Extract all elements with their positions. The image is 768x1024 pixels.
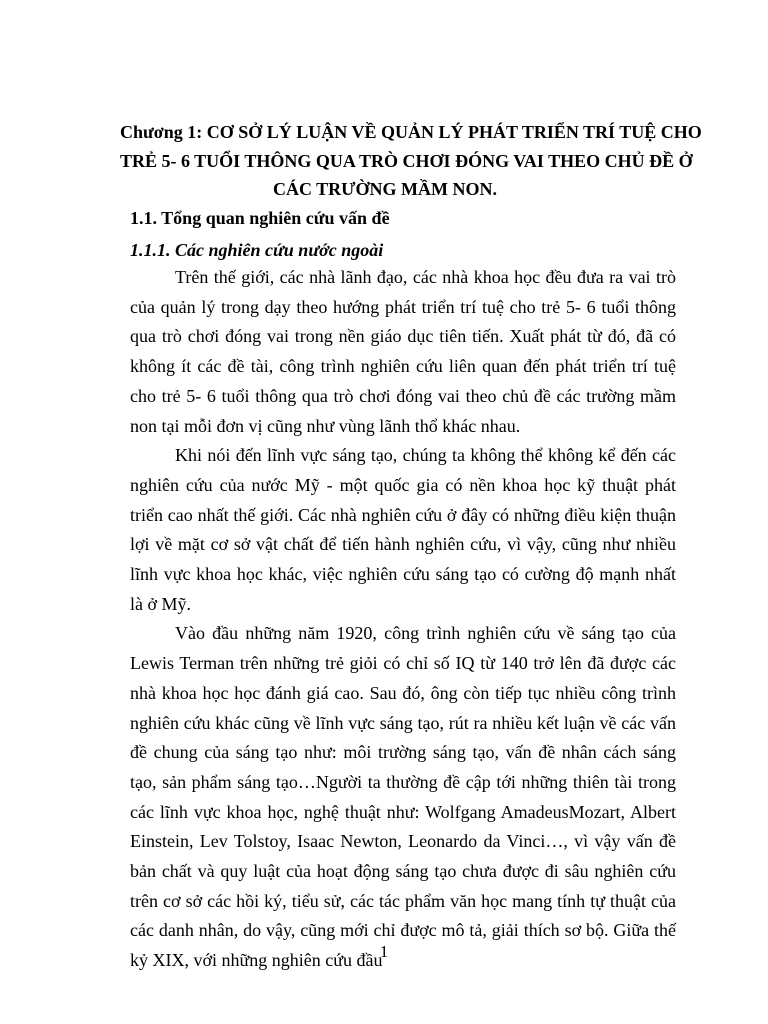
paragraph-3: Vào đầu những năm 1920, công trình nghiên cứu về sáng tạo của Lewis Terman trên những trẻ giỏi có chỉ số IQ từ 140 trở lên đã được các nhà khoa học học đánh giá cao. Sau đó, ông còn tiếp tục nhiều công trình nghiên cứu khác cũng về lĩnh vực sáng tạo, rút ra nhiều kết luận về các vấn đề chung của sáng tạo như: môi trường sáng tạo, vấn đề nhân cách sáng tạo, sản phẩm sáng tạo…Người ta thường đề cập tới những thiên tài trong các lĩnh vực khoa học, nghệ thuật như: Wolfgang AmadeusMozart, Albert Einstein, Lev Tolstoy, Isaac Newton, Leonardo da Vinci…, vì vậy vấn đề bản chất và quy luật của hoạt động sáng tạo chưa được đi sâu nghiên cứu trên cơ sở các hồi ký, tiểu sử, các tác phẩm văn học mang tính tự thuật của các danh nhân, do vậy, cũng mới chỉ được mô tả, giải thích sơ bộ. Giữa thế kỷ XIX, với những nghiên cứu đầu — [130, 623, 676, 971]
chapter-title-line-1: Chương 1: CƠ SỞ LÝ LUẬN VỀ QUẢN LÝ PHÁT TRIỂN TRÍ TUỆ CHO — [120, 122, 702, 142]
page-number: 1 — [379, 942, 389, 961]
subsection-heading: 1.1.1. Các nghiên cứu nước ngoài — [130, 240, 384, 260]
chapter-title-line-3: CÁC TRƯỜNG MẦM NON. — [273, 179, 497, 199]
chapter-title-line-2: TRẺ 5- 6 TUỔI THÔNG QUA TRÒ CHƠI ĐÓNG VAI THEO CHỦ ĐỀ Ở — [120, 150, 693, 171]
paragraph-2: Khi nói đến lĩnh vực sáng tạo, chúng ta không thể không kể đến các nghiên cứu của nước Mỹ - một quốc gia có nền khoa học kỹ thuật phát triển cao nhất thế giới. Các nhà nghiên cứu ở đây có những điều kiện thuận lợi về mặt cơ sở vật chất để tiến hành nghiên cứu, vì vậy, cũng như nhiều lĩnh vực khoa học khác, việc nghiên cứu sáng tạo có cường độ mạnh nhất là ở Mỹ. — [130, 445, 676, 614]
paragraph-1: Trên thế giới, các nhà lãnh đạo, các nhà khoa học đều đưa ra vai trò của quản lý trong dạy theo hướng phát triển trí tuệ cho trẻ 5- 6 tuổi thông qua trò chơi đóng vai trong nền giáo dục tiên tiến. Xuất phát từ đó, đã có không ít các đề tài, công trình nghiên cứu liên quan đến phát triển trí tuệ cho trẻ 5- 6 tuổi thông qua trò chơi đóng vai theo chủ đề các trường mầm non tại mỗi đơn vị cũng như vùng lãnh thổ khác nhau. — [130, 267, 676, 436]
section-heading: 1.1. Tổng quan nghiên cứu vấn đề — [130, 208, 390, 228]
chapter-title — [120, 118, 702, 204]
body-text — [130, 263, 676, 976]
